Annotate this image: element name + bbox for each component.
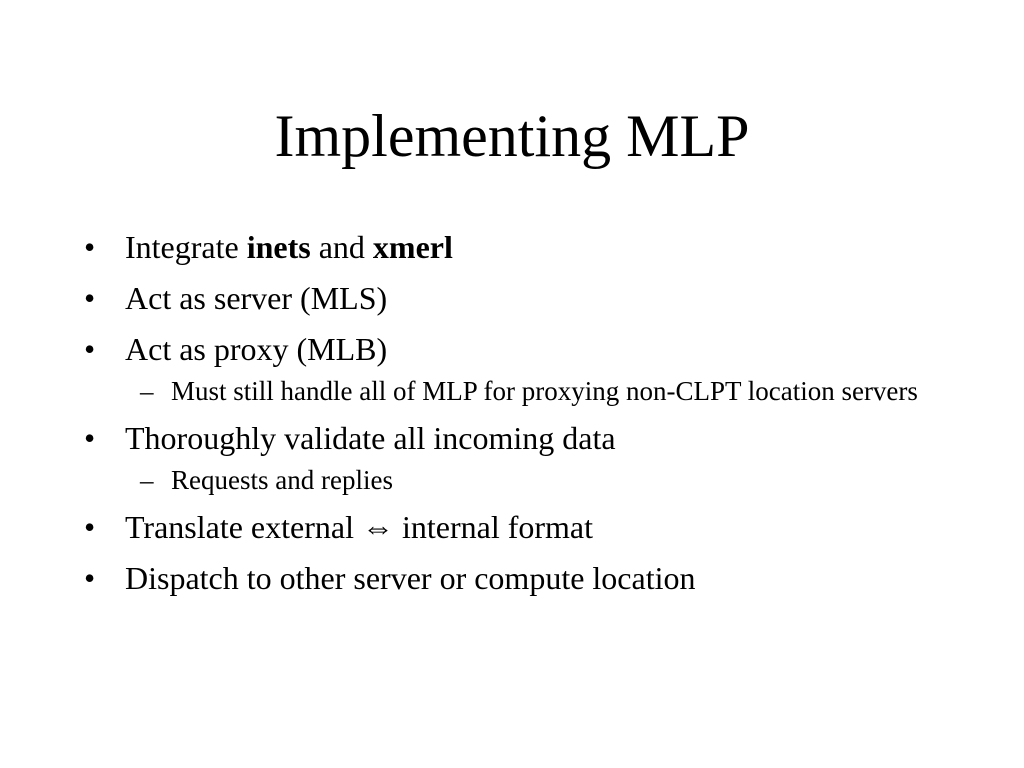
slide-body xyxy=(0,225,1024,607)
sub-bullet-text: Requests and replies xyxy=(171,465,393,495)
bullet-text-bold-inets: inets xyxy=(246,229,311,265)
bullet-item-server xyxy=(0,276,1024,320)
bullet-marker: • xyxy=(84,509,96,545)
bullet-text-bold-xmerl: xmerl xyxy=(372,229,453,265)
sub-bullet-marker: – xyxy=(140,376,154,406)
sub-bullet-text: Must still handle all of MLP for proxying non-CLPT location servers xyxy=(171,376,918,406)
bullet-item-dispatch xyxy=(0,556,1024,600)
slide-title: Implementing MLP xyxy=(274,103,750,169)
bullet-item-proxy xyxy=(0,327,1024,371)
bullet-text: Dispatch to other server or compute location xyxy=(125,560,696,596)
bullet-marker: • xyxy=(84,280,96,316)
bullet-text: Thoroughly validate all incoming data xyxy=(125,420,616,456)
bullet-marker: • xyxy=(84,331,96,367)
bullet-marker: • xyxy=(84,229,96,265)
sub-item-validate-detail xyxy=(0,463,1024,497)
bullet-text: Translate external ⇔ internal format xyxy=(125,509,593,545)
sub-bullet-marker: – xyxy=(140,465,154,495)
bullet-text: Act as server (MLS) xyxy=(125,280,388,316)
bullet-marker: • xyxy=(84,420,96,456)
bullet-text: Act as proxy (MLB) xyxy=(125,331,388,367)
sub-item-proxy-detail xyxy=(0,374,1024,408)
bullet-text-part: Integrate xyxy=(125,229,247,265)
bullet-text-part: and xyxy=(310,229,373,265)
bullet-item-translate xyxy=(0,505,1024,549)
bullet-item-integrate xyxy=(0,225,1024,269)
bullet-item-validate xyxy=(0,416,1024,460)
bullet-marker: • xyxy=(84,560,96,596)
